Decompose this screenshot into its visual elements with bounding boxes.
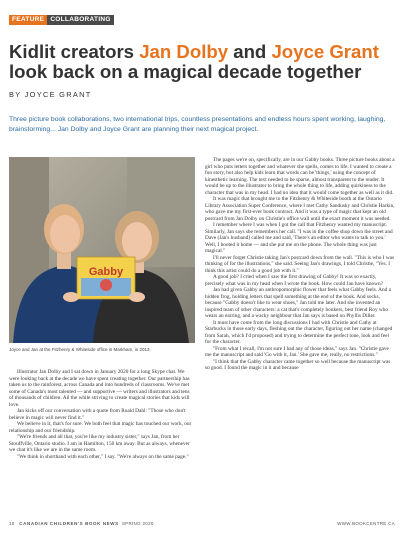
paragraph: Illustrator Jan Dolby and I sat down in January 2020 for a long Skype chat. We were looking back at the decade we have spent creating together. Our partnership has taken us to the rainforest, across Canada and into hundreds of classrooms. We've met some of Canada's most talented — and supportive — writers and illustrators and tens of thousands of children. All the while striving to create magical stories that kids will love.	[9, 369, 190, 408]
section-tag	[9, 15, 114, 25]
book-title: Gabby	[88, 266, 124, 278]
left-column	[9, 369, 195, 539]
paragraph: "I think that the Gabby character came together so well because the manuscript was so good. I found the magic in it and because	[205, 358, 391, 371]
issue-label: SPRING 2020	[121, 521, 154, 526]
paragraph: I remember where I was when I got the call that Fitzhenry wanted my manuscript. Similarly, Jan says she remembers her call. "I was in the coffee shop down the street and Dave (Jan's husband) called me and said, 'There's an editor who wants to talk to you.' Well, I booted it home — and she put me on the phone. The whole thing was just magical."	[205, 222, 393, 254]
page-number: 10	[9, 521, 15, 526]
website-url: WWW.BOOKCENTRE.CA	[337, 521, 395, 526]
paragraph: Jan had given Gabby an anthropomorphic flower that feels what Gabby feels. And a hidden frog, holding letters that spell something at the end of the book. And socks, because "Gabby doesn't like to wear shoes," Jan told me later. And she invented an inspired team of other characters: a cat that's completely bonkers, best friend Roy who wears an earring, and a wacky neighbour that Jan says is based on Phyllis Diller.	[205, 287, 391, 319]
subsection-label: COLLABORATING	[47, 15, 113, 25]
headline	[9, 42, 399, 82]
photo	[9, 157, 195, 343]
photo-caption: Joyce and Jan at the Fitzhenry & Whiteside office in Markham, in 2013.	[9, 347, 151, 352]
magazine-name: CANADIAN CHILDREN'S BOOK NEWS	[19, 521, 119, 526]
headline-name-2: Joyce Grant	[271, 41, 379, 62]
headline-part-1: Kidlit creators	[9, 41, 140, 62]
section-label: FEATURE	[9, 15, 47, 25]
headline-part-2: and	[228, 41, 272, 62]
paragraph: It must have come from the long discussions I had with Christie and Cathy at Starbucks in those early days, fleshing out the character, figuring out her name (changed from Sarah, which I'd proposed) and trying to determine the perfect tone, look and feel for the character.	[205, 319, 393, 345]
paragraph: "We think in shorthand with each other," I say. "We're always on the same page."	[17, 453, 189, 460]
headline-part-3: look back on a magical decade together	[9, 61, 362, 82]
page-footer	[9, 521, 395, 526]
paragraph: The pages we're on, specifically, are in our Gabby books. Three picture books about a girl who puts letters together and whatever she spells, comes to life. I wanted to create a fun story, but also help kids learn that words can be 'things,' using the concept of kinesthetic learning. The text needed to be sparse, almost transparent to the reader. It would be up to the illustrator to bring the whole thing to life, adding quirkiness to the character that was in my head. I had no idea that it would come together as well as it did.	[205, 157, 395, 196]
paragraph: "From what I recall, I'm not sure I had any of those ideas," says Jan. "Christie gave me the manuscript and said 'Go with it, Jan.' She gave me, really, no restrictions."	[205, 345, 389, 358]
right-column	[205, 157, 395, 537]
paragraph: "We're friends and all that, you're like my industry sister," says Jan, from her Stouffville, Ontario studio. I am in Hamilton, 150 km away. But as always, whenever we chat it's like we are in the same room.	[9, 434, 190, 453]
gabby-book	[77, 257, 135, 299]
paragraph: A good job? I cried when I saw the first drawing of Gabby! It was so exactly, precisely what was in my head when I wrote the book. How could Jan have known?	[205, 274, 383, 287]
byline: BY JOYCE GRANT	[9, 90, 92, 99]
paragraph: We believe in it, that's for sure. We both feel that magic has touched our work, our relationship and our friendship.	[9, 421, 192, 434]
deck: Three picture book collaborations, two international trips, countless presentations and endless hours spent working, laughing, brainstorming... Jan Dolby and Joyce Grant are planning their next magical project.	[9, 116, 386, 133]
paragraph: It was magic that brought me to the Fitzhenry & Whiteside booth at the Ontario Library Association Super Conference, where I met Cathy Sandusky and Christie Harkin, who gave me my first-ever book contract. And it was a type of magic that kept an old postcard from Jan Dolby on Christie's office wall until the exact moment it was needed.	[205, 196, 395, 222]
paragraph: I'll never forget Christie taking Jan's postcard down from the wall. "This is who I was thinking of for the illustrations," she said. Seeing Jan's drawings, I told Christie, "Yes. I think this artist could do a good job with it."	[205, 254, 395, 274]
paragraph: Jan kicks off our conversation with a quote from Roald Dahl: "Those who don't believe in magic will never find it."	[9, 408, 186, 421]
headline-name-1: Jan Dolby	[139, 41, 229, 62]
